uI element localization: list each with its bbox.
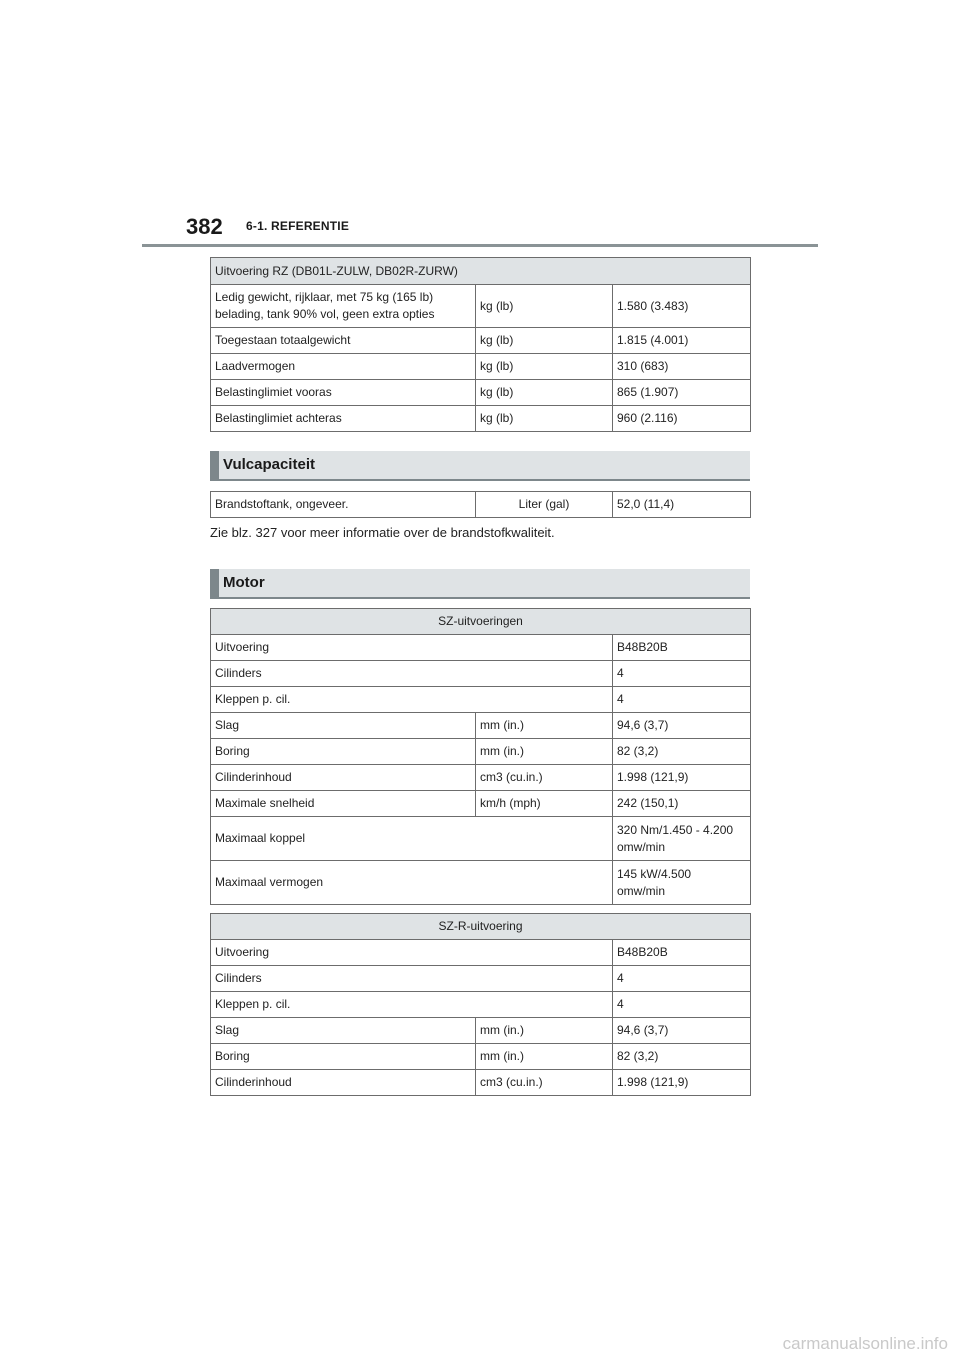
fuel-table bbox=[210, 491, 751, 518]
engine-heading-label: Motor bbox=[223, 574, 265, 591]
row-label: Belastinglimiet achteras bbox=[211, 406, 476, 432]
row-label: Cilinders bbox=[211, 966, 613, 992]
row-value: 52,0 (11,4) bbox=[613, 492, 751, 518]
table-row bbox=[211, 635, 751, 661]
row-value: B48B20B bbox=[613, 635, 751, 661]
heading-accent-bar bbox=[210, 451, 219, 479]
row-unit: cm3 (cu.in.) bbox=[476, 765, 613, 791]
row-value: 145 kW/4.500 omw/min bbox=[613, 861, 751, 905]
row-label: Maximale snelheid bbox=[211, 791, 476, 817]
table-row bbox=[211, 791, 751, 817]
table-row bbox=[211, 1018, 751, 1044]
row-value: 1.580 (3.483) bbox=[613, 285, 751, 328]
row-value: 1.998 (121,9) bbox=[613, 1070, 751, 1096]
row-value: 94,6 (3,7) bbox=[613, 713, 751, 739]
table-row bbox=[211, 1044, 751, 1070]
header-divider bbox=[142, 244, 818, 247]
row-unit: mm (in.) bbox=[476, 1044, 613, 1070]
row-unit: cm3 (cu.in.) bbox=[476, 1070, 613, 1096]
table-header-row bbox=[211, 609, 751, 635]
row-label: Slag bbox=[211, 1018, 476, 1044]
table-row bbox=[211, 1070, 751, 1096]
table-row bbox=[211, 406, 751, 432]
row-label: Cilinderinhoud bbox=[211, 765, 476, 791]
engine-sz-title: SZ-uitvoeringen bbox=[211, 609, 751, 635]
table-header-row bbox=[211, 914, 751, 940]
engine-szr-table bbox=[210, 913, 751, 1096]
table-row bbox=[211, 687, 751, 713]
row-label: Kleppen p. cil. bbox=[211, 992, 613, 1018]
heading-accent-bar bbox=[210, 569, 219, 597]
row-unit: mm (in.) bbox=[476, 713, 613, 739]
section-title: 6-1. REFERENTIE bbox=[246, 219, 350, 233]
table-row bbox=[211, 817, 751, 861]
row-label: Toegestaan totaalgewicht bbox=[211, 328, 476, 354]
row-value: 82 (3,2) bbox=[613, 1044, 751, 1070]
table-row bbox=[211, 966, 751, 992]
row-unit: kg (lb) bbox=[476, 406, 613, 432]
table-row bbox=[211, 940, 751, 966]
table-row bbox=[211, 739, 751, 765]
table-row bbox=[211, 861, 751, 905]
fuel-quality-note: Zie blz. 327 voor meer informatie over de brandstofkwaliteit. bbox=[210, 525, 555, 540]
row-label: Boring bbox=[211, 739, 476, 765]
row-value: 94,6 (3,7) bbox=[613, 1018, 751, 1044]
row-unit: mm (in.) bbox=[476, 1018, 613, 1044]
row-label: Maximaal vermogen bbox=[211, 861, 613, 905]
row-value: 242 (150,1) bbox=[613, 791, 751, 817]
table-row bbox=[211, 765, 751, 791]
row-value: B48B20B bbox=[613, 940, 751, 966]
row-value: 865 (1.907) bbox=[613, 380, 751, 406]
row-value: 4 bbox=[613, 992, 751, 1018]
table-row bbox=[211, 328, 751, 354]
row-value: 4 bbox=[613, 661, 751, 687]
row-label: Belastinglimiet vooras bbox=[211, 380, 476, 406]
row-value: 1.998 (121,9) bbox=[613, 765, 751, 791]
row-value: 1.815 (4.001) bbox=[613, 328, 751, 354]
row-value: 4 bbox=[613, 687, 751, 713]
engine-section-heading bbox=[210, 569, 750, 599]
fuel-heading-label: Vulcapaciteit bbox=[223, 456, 315, 473]
row-label: Ledig gewicht, rijklaar, met 75 kg (165 lb) belading, tank 90% vol, geen extra opties bbox=[211, 285, 476, 328]
engine-szr-title: SZ-R-uitvoering bbox=[211, 914, 751, 940]
row-label: Cilinders bbox=[211, 661, 613, 687]
table-row bbox=[211, 380, 751, 406]
row-label: Cilinderinhoud bbox=[211, 1070, 476, 1096]
table-row bbox=[211, 285, 751, 328]
row-value: 4 bbox=[613, 966, 751, 992]
row-label: Laadvermogen bbox=[211, 354, 476, 380]
row-value: 320 Nm/1.450 - 4.200 omw/min bbox=[613, 817, 751, 861]
engine-sz-table bbox=[210, 608, 751, 905]
page-number: 382 bbox=[186, 214, 223, 239]
row-label: Uitvoering bbox=[211, 635, 613, 661]
row-unit: kg (lb) bbox=[476, 380, 613, 406]
table-row bbox=[211, 992, 751, 1018]
weights-table-title: Uitvoering RZ (DB01L-ZULW, DB02R-ZURW) bbox=[211, 258, 751, 285]
table-row bbox=[211, 661, 751, 687]
row-value: 960 (2.116) bbox=[613, 406, 751, 432]
row-unit: mm (in.) bbox=[476, 739, 613, 765]
row-unit: Liter (gal) bbox=[476, 492, 613, 518]
weights-table bbox=[210, 257, 751, 432]
row-label: Slag bbox=[211, 713, 476, 739]
table-header-row bbox=[211, 258, 751, 285]
row-label: Kleppen p. cil. bbox=[211, 687, 613, 713]
row-label: Uitvoering bbox=[211, 940, 613, 966]
table-row bbox=[211, 492, 751, 518]
table-row bbox=[211, 713, 751, 739]
row-unit: km/h (mph) bbox=[476, 791, 613, 817]
row-label: Brandstoftank, ongeveer. bbox=[211, 492, 476, 518]
row-unit: kg (lb) bbox=[476, 354, 613, 380]
row-unit: kg (lb) bbox=[476, 285, 613, 328]
fuel-section-heading bbox=[210, 451, 750, 481]
row-label: Maximaal koppel bbox=[211, 817, 613, 861]
watermark: carmanualsonline.info bbox=[782, 1334, 948, 1353]
row-value: 310 (683) bbox=[613, 354, 751, 380]
row-label: Boring bbox=[211, 1044, 476, 1070]
row-unit: kg (lb) bbox=[476, 328, 613, 354]
table-row bbox=[211, 354, 751, 380]
row-value: 82 (3,2) bbox=[613, 739, 751, 765]
